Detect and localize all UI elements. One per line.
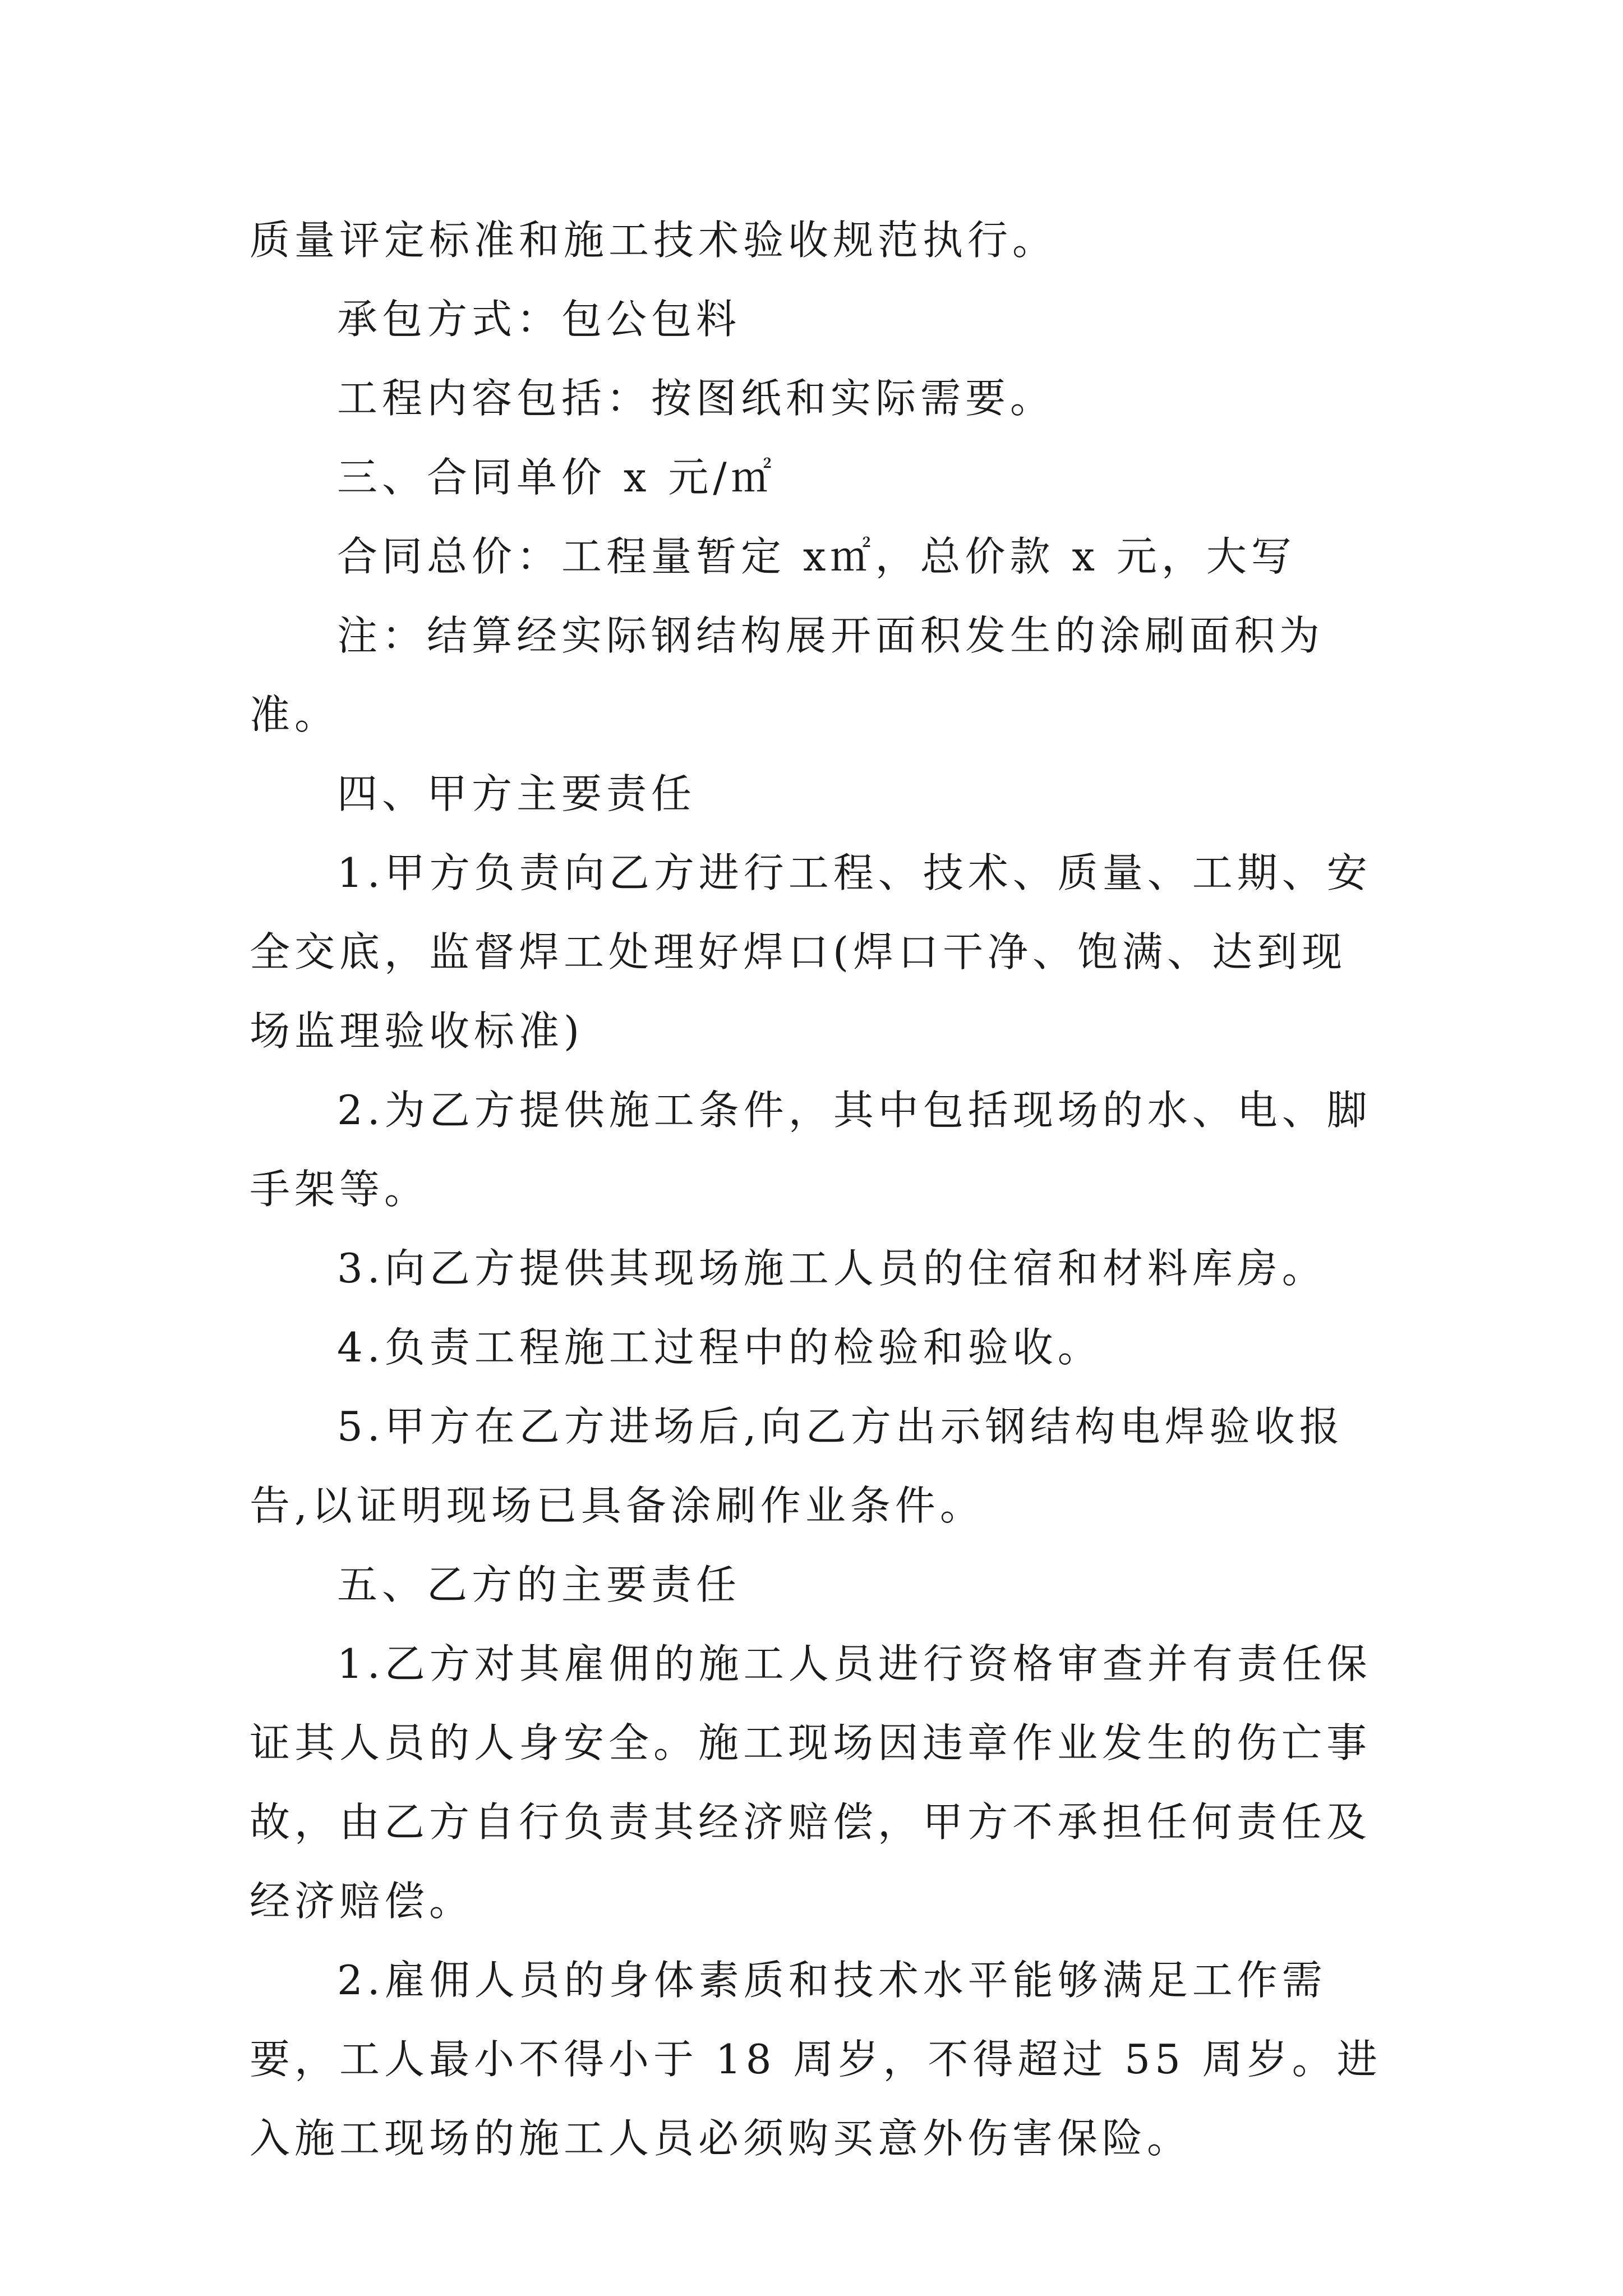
paragraph-settlement-note: 注：结算经实际钢结构展开面积发生的涂刷面积为准。 [250, 612, 1325, 738]
list-item-party-a-4: 4.负责工程施工过程中的检验和验收。 [337, 1324, 1103, 1371]
paragraph-work-scope: 工程内容包括：按图纸和实际需要。 [337, 375, 1055, 422]
paragraph-total-price: 合同总价：工程量暂定 x㎡，总价款 x 元，大写 [337, 533, 1296, 580]
document-body [250, 201, 1385, 2178]
list-item-party-b-1: 1.乙方对其雇佣的施工人员进行资格审查并有责任保证其人员的人身安全。施工现场因违章作业发生的伤亡事故，由乙方自行负责其经济赔偿，甲方不承担任何责任及经济赔偿。 [250, 1640, 1372, 1925]
list-item-party-a-1: 1.甲方负责向乙方进行工程、技术、质量、工期、安全交底，监督焊工处理好焊口(焊口干净、饱满、达到现场监理验收标准) [250, 849, 1372, 1055]
section-heading-party-a: 四、甲方主要责任 [337, 770, 697, 817]
list-item-party-b-2: 2.雇佣人员的身体素质和技术水平能够满足工作需要，工人最小不得小于 18 周岁，不得超过 55 周岁。进入施工现场的施工人员必须购买意外伤害保险。 [250, 1957, 1382, 2162]
list-item-party-a-3: 3.向乙方提供其现场施工人员的住宿和材料库房。 [337, 1245, 1327, 1292]
paragraph-contract-method: 承包方式：包公包料 [337, 296, 741, 343]
list-item-party-a-5: 5.甲方在乙方进场后,向乙方出示钢结构电焊验收报告,以证明现场已具备涂刷作业条件。 [250, 1403, 1344, 1529]
paragraph-quality-standard: 质量评定标准和施工技术验收规范执行。 [250, 217, 1058, 264]
section-heading-unit-price: 三、合同单价 x 元/㎡ [337, 454, 776, 501]
list-item-party-a-2: 2.为乙方提供施工条件，其中包括现场的水、电、脚手架等。 [250, 1087, 1372, 1213]
section-heading-party-b: 五、乙方的主要责任 [337, 1561, 741, 1608]
